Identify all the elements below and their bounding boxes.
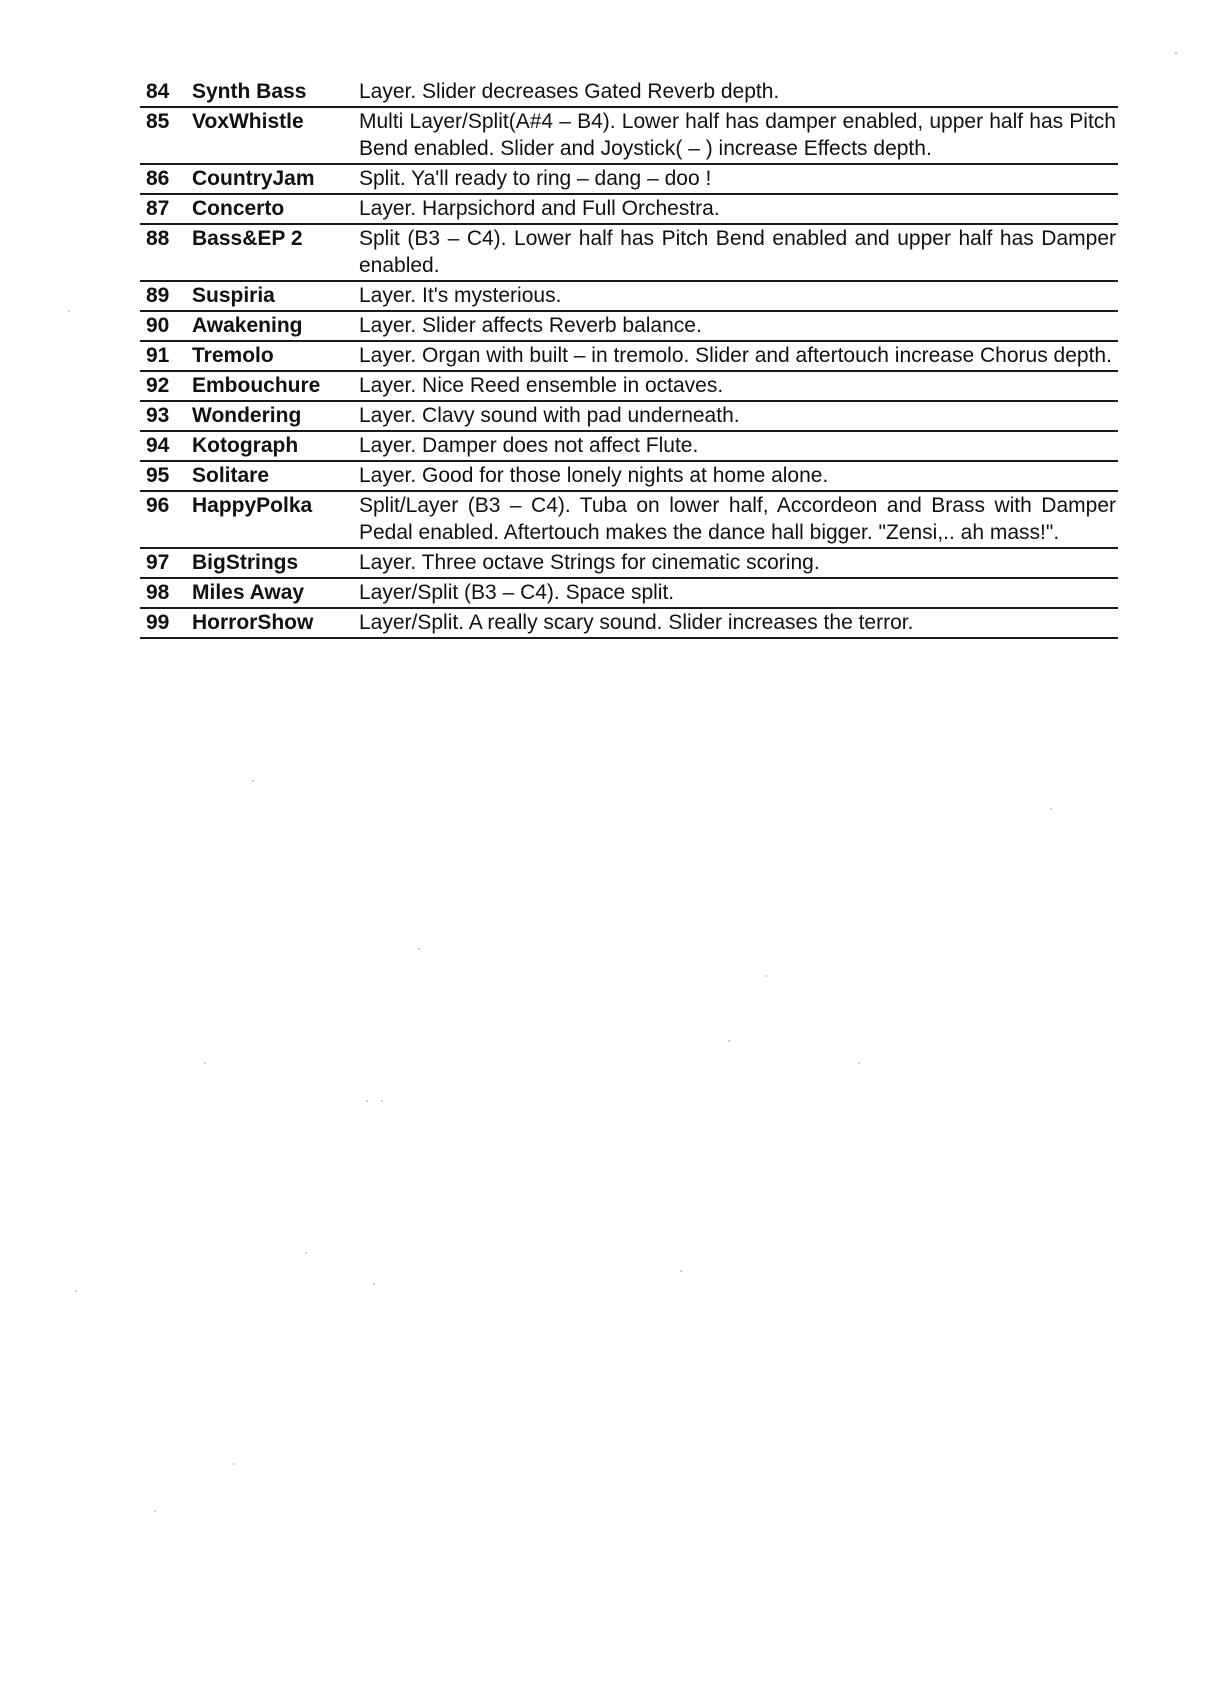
patch-description: Layer. Slider affects Reverb balance.: [359, 314, 702, 337]
patch-number: 96: [146, 494, 170, 517]
scan-speck: [252, 780, 254, 782]
table-row: [140, 342, 1118, 372]
patch-name: Kotograph: [192, 434, 299, 457]
patch-number: 87: [146, 197, 170, 220]
patch-name: Synth Bass: [192, 80, 307, 103]
scan-speck: [366, 1100, 368, 1102]
patch-number: 99: [146, 611, 170, 634]
patch-name: Bass&EP 2: [192, 227, 303, 250]
patch-name: Miles Away: [192, 581, 305, 604]
patch-number: 98: [146, 581, 170, 604]
patch-description: Split/Layer (B3 – C4). Tuba on lower half, Accordeon and Brass with Damper Pedal enabled. Aftertouch makes the dance hall bigger. "Zensi,.. ah mass!".: [359, 494, 1116, 544]
scan-speck: [68, 310, 70, 312]
patch-description: Layer. Damper does not affect Flute.: [359, 434, 699, 457]
patch-name: HappyPolka: [192, 494, 313, 517]
patch-number: 92: [146, 374, 170, 397]
scan-speck: [204, 1062, 206, 1064]
table-row: [140, 312, 1118, 342]
patch-description: Layer. Three octave Strings for cinematic scoring.: [359, 551, 820, 574]
patch-name: HorrorShow: [192, 611, 314, 634]
scan-speck: [1050, 808, 1052, 810]
scan-speck: [418, 948, 420, 950]
table-row: [140, 549, 1118, 579]
table-row: [140, 78, 1118, 108]
patch-number: 85: [146, 110, 170, 133]
scan-speck: [1175, 52, 1177, 54]
scan-speck: [381, 1100, 383, 1102]
scan-speck: [233, 1463, 235, 1465]
scan-speck: [305, 1252, 307, 1254]
scan-speck: [765, 975, 767, 977]
patch-table: [140, 78, 1118, 639]
patch-description: Layer/Split. A really scary sound. Slider increases the terror.: [359, 611, 914, 634]
patch-number: 91: [146, 344, 170, 367]
patch-number: 86: [146, 167, 170, 190]
scan-speck: [728, 1040, 730, 1042]
patch-number: 88: [146, 227, 170, 250]
patch-name: Tremolo: [192, 344, 274, 367]
table-row: [140, 225, 1118, 282]
scan-speck: [75, 1290, 77, 1292]
patch-description: Layer. It's mysterious.: [359, 284, 562, 307]
patch-number: 93: [146, 404, 170, 427]
patch-number: 94: [146, 434, 170, 457]
patch-number: 97: [146, 551, 170, 574]
patch-name: Concerto: [192, 197, 285, 220]
scan-speck: [373, 1283, 375, 1285]
scan-speck: [858, 1062, 860, 1064]
table-row: [140, 462, 1118, 492]
patch-description: Multi Layer/Split(A#4 – B4). Lower half has damper enabled, upper half has Pitch Bend enabled. Slider and Joystick( – ) increase Effects depth.: [359, 110, 1116, 160]
patch-description: Layer/Split (B3 – C4). Space split.: [359, 581, 675, 604]
patch-number: 90: [146, 314, 170, 337]
scan-speck: [154, 1510, 156, 1512]
patch-description: Layer. Clavy sound with pad underneath.: [359, 404, 740, 427]
table-row: [140, 609, 1118, 639]
patch-description: Layer. Slider decreases Gated Reverb depth.: [359, 80, 780, 103]
table-row: [140, 372, 1118, 402]
patch-name: Embouchure: [192, 374, 321, 397]
patch-name: Wondering: [192, 404, 302, 427]
patch-number: 95: [146, 464, 170, 487]
table-row: [140, 579, 1118, 609]
patch-description: Layer. Organ with built – in tremolo. Slider and aftertouch increase Chorus depth.: [359, 344, 1112, 367]
table-row: [140, 492, 1118, 549]
patch-number: 84: [146, 80, 170, 103]
patch-name: CountryJam: [192, 167, 315, 190]
table-row: [140, 108, 1118, 165]
patch-name: BigStrings: [192, 551, 299, 574]
patch-description: Split. Ya'll ready to ring – dang – doo !: [359, 167, 712, 190]
patch-name: Solitare: [192, 464, 270, 487]
table-row: [140, 402, 1118, 432]
patch-description: Layer. Harpsichord and Full Orchestra.: [359, 197, 720, 220]
scan-speck: [680, 1270, 682, 1272]
patch-description: Split (B3 – C4). Lower half has Pitch Bend enabled and upper half has Damper enabled.: [359, 227, 1116, 277]
patch-number: 89: [146, 284, 170, 307]
patch-description: Layer. Good for those lonely nights at home alone.: [359, 464, 829, 487]
patch-description: Layer. Nice Reed ensemble in octaves.: [359, 374, 724, 397]
patch-name: Awakening: [192, 314, 303, 337]
table-row: [140, 165, 1118, 195]
patch-name: Suspiria: [192, 284, 275, 307]
patch-name: VoxWhistle: [192, 110, 304, 133]
table-row: [140, 195, 1118, 225]
table-row: [140, 282, 1118, 312]
table-row: [140, 432, 1118, 462]
